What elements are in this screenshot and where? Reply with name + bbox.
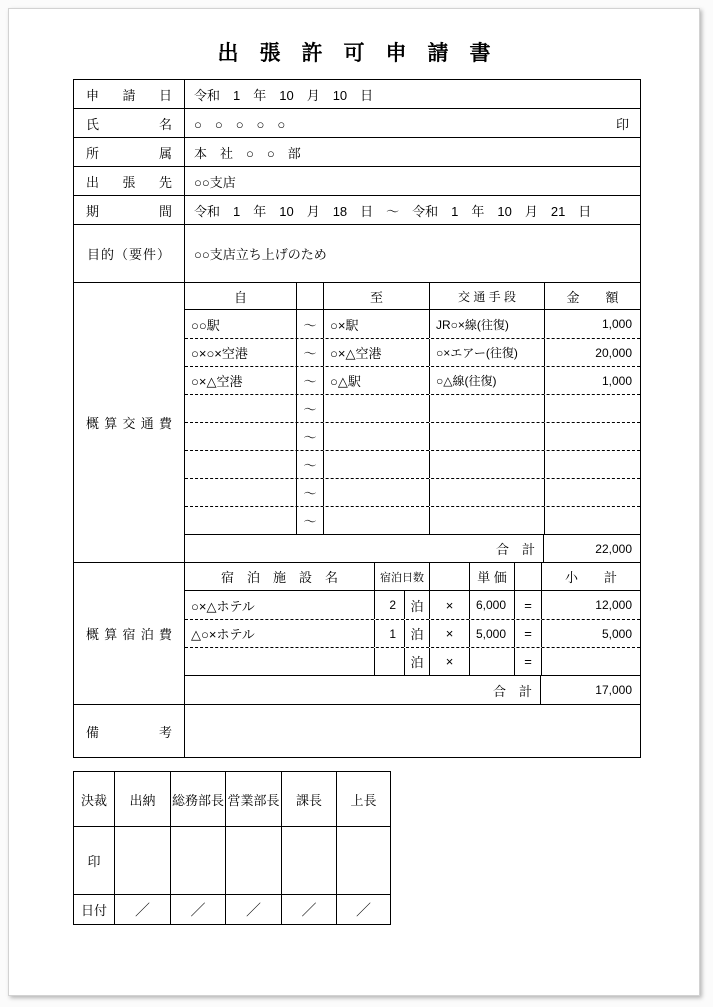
row-application-date xyxy=(74,80,640,109)
approval-date-cell: ／ xyxy=(115,895,171,924)
lodging-total-label: 合 計 xyxy=(185,676,541,704)
transport-header-means: 交 通 手 段 xyxy=(430,283,545,309)
approval-date-cell: ／ xyxy=(226,895,282,924)
transport-row xyxy=(185,338,640,366)
label-application-date: 申 請 日 xyxy=(74,80,185,108)
lodging-header-times xyxy=(430,563,470,590)
name-circles: ○ ○ ○ ○ ○ xyxy=(194,116,286,132)
haku-label: 泊 xyxy=(405,648,430,675)
lodging-header-subtotal: 小 計 xyxy=(564,570,617,585)
transport-amount: 1,000 xyxy=(601,373,632,388)
transport-to xyxy=(324,479,430,506)
label-transport-section: 概 算 交 通 費 xyxy=(74,283,185,562)
lodging-header-eq xyxy=(515,563,542,590)
lodging-unit-price: 6,000 xyxy=(470,591,515,619)
document-title: 出 張 許 可 申 請 書 xyxy=(217,42,491,65)
lodging-section xyxy=(74,563,640,705)
lodging-subtotal: 5,000 xyxy=(601,626,632,641)
transport-row xyxy=(185,310,640,338)
lodging-total-amount: 17,000 xyxy=(595,683,632,697)
approval-header-somu-bucho: 総務部長 xyxy=(171,772,226,826)
transport-to xyxy=(324,395,430,422)
transport-to xyxy=(324,423,430,450)
transport-header-to: 至 xyxy=(324,283,430,309)
value-remarks xyxy=(185,705,640,757)
approval-seal-label: 印 xyxy=(74,827,115,894)
transport-header-tilde xyxy=(297,283,324,309)
transport-from xyxy=(185,451,297,478)
transport-means xyxy=(430,479,545,506)
transport-row xyxy=(185,366,640,394)
lodging-name: ○×△ホテル xyxy=(185,591,375,619)
transport-total-amount: 22,000 xyxy=(595,541,632,556)
tilde-mark: ～ xyxy=(297,395,324,422)
transport-header-amount: 金 額 xyxy=(566,289,619,305)
approval-seal-cell xyxy=(171,827,226,894)
approval-table xyxy=(73,771,391,925)
multiply-sign: × xyxy=(430,620,470,647)
approval-date-cell: ／ xyxy=(355,902,371,919)
transport-means xyxy=(430,423,545,450)
value-name xyxy=(185,109,640,137)
transport-row xyxy=(185,422,640,450)
lodging-unit-price xyxy=(470,648,515,675)
approval-header-suito: 出納 xyxy=(115,772,171,826)
approval-seal-cell xyxy=(282,827,337,894)
lodging-nights: 1 xyxy=(375,620,405,647)
transport-from xyxy=(185,507,297,534)
lodging-header-nights: 宿泊日数 xyxy=(375,563,430,590)
value-department: 本 社 ○ ○ 部 xyxy=(194,145,301,161)
approval-header-jocho: 上長 xyxy=(350,792,377,808)
approval-seal-cell xyxy=(115,827,171,894)
tilde-mark: ～ xyxy=(297,310,324,338)
lodging-unit-price: 5,000 xyxy=(470,620,515,647)
haku-label: 泊 xyxy=(405,591,430,619)
approval-header-kacho: 課長 xyxy=(282,772,337,826)
transport-from xyxy=(185,395,297,422)
transport-from: ○×○×空港 xyxy=(185,339,297,366)
transport-row xyxy=(185,450,640,478)
transport-means: ○△線(往復) xyxy=(430,367,545,394)
approval-date-row xyxy=(74,895,390,924)
tilde-mark: ～ xyxy=(297,451,324,478)
transport-from xyxy=(185,423,297,450)
transport-amount xyxy=(545,507,640,534)
transport-total-row xyxy=(185,534,640,562)
lodging-row xyxy=(185,647,640,675)
application-form xyxy=(73,79,641,758)
value-purpose: ○○支店立ち上げのため xyxy=(194,247,327,262)
label-purpose: 目的（要件） xyxy=(74,225,185,282)
lodging-name: △○×ホテル xyxy=(185,620,375,647)
equals-sign: = xyxy=(515,620,542,647)
value-period: 令和 1 年 10 月 18 日 ～ 令和 1 年 10 月 21 日 xyxy=(194,203,592,219)
row-period xyxy=(74,196,640,225)
transport-amount xyxy=(545,395,640,422)
approval-date-cell: ／ xyxy=(171,895,226,924)
approval-corner-label: 決裁 xyxy=(74,772,115,826)
transport-means xyxy=(430,507,545,534)
label-lodging-section: 概 算 宿 泊 費 xyxy=(74,563,185,704)
transport-amount xyxy=(545,423,640,450)
transport-amount xyxy=(545,479,640,506)
document-page xyxy=(8,8,700,996)
transport-amount: 1,000 xyxy=(601,317,632,331)
approval-seal-cell xyxy=(226,827,282,894)
multiply-sign: × xyxy=(430,648,470,675)
lodging-header-name: 宿 泊 施 設 名 xyxy=(185,563,375,590)
transport-means: ○×エアー(往復) xyxy=(430,339,545,366)
tilde-mark: ～ xyxy=(297,339,324,366)
transport-table xyxy=(185,283,640,562)
lodging-table xyxy=(185,563,640,704)
transport-total-label: 合 計 xyxy=(185,535,544,562)
tilde-mark: ～ xyxy=(297,423,324,450)
tilde-mark: ～ xyxy=(297,367,324,394)
approval-header-row xyxy=(74,772,390,827)
transport-to: ○×駅 xyxy=(324,310,430,338)
value-application-date: 令和 1 年 10 月 10 日 xyxy=(194,87,374,103)
lodging-total-row xyxy=(185,675,640,704)
lodging-header-row xyxy=(185,563,640,591)
transport-to: ○×△空港 xyxy=(324,339,430,366)
equals-sign: = xyxy=(515,648,542,675)
transport-amount: 20,000 xyxy=(595,345,632,360)
approval-seal-cell xyxy=(337,827,390,894)
approval-date-label: 日付 xyxy=(74,895,115,924)
tilde-mark: ～ xyxy=(297,507,324,534)
transport-from: ○×△空港 xyxy=(185,367,297,394)
transport-row xyxy=(185,394,640,422)
transport-from: ○○駅 xyxy=(185,310,297,338)
row-department xyxy=(74,138,640,167)
label-name: 氏 名 xyxy=(74,109,185,137)
transport-to xyxy=(324,507,430,534)
row-remarks xyxy=(74,705,640,757)
transport-to xyxy=(324,451,430,478)
transport-row xyxy=(185,506,640,534)
row-destination xyxy=(74,167,640,196)
lodging-subtotal xyxy=(542,648,640,675)
label-destination: 出 張 先 xyxy=(74,167,185,195)
transport-means xyxy=(430,451,545,478)
label-department: 所 属 xyxy=(74,138,185,166)
transport-header-row xyxy=(185,283,640,310)
seal-mark: 印 xyxy=(615,116,629,132)
lodging-row xyxy=(185,591,640,619)
tilde-mark: ～ xyxy=(297,479,324,506)
row-purpose xyxy=(74,225,640,283)
lodging-nights: 2 xyxy=(375,591,405,619)
transport-means: JR○×線(往復) xyxy=(430,310,545,338)
multiply-sign: × xyxy=(430,591,470,619)
transport-amount xyxy=(545,451,640,478)
transport-section xyxy=(74,283,640,563)
approval-date-cell: ／ xyxy=(282,895,337,924)
haku-label: 泊 xyxy=(405,620,430,647)
label-remarks: 備 考 xyxy=(74,705,185,757)
lodging-name xyxy=(185,648,375,675)
transport-to: ○△駅 xyxy=(324,367,430,394)
lodging-header-unit: 単 価 xyxy=(470,563,515,590)
transport-from xyxy=(185,479,297,506)
lodging-nights xyxy=(375,648,405,675)
value-destination: ○○支店 xyxy=(194,174,236,190)
lodging-row xyxy=(185,619,640,647)
transport-row xyxy=(185,478,640,506)
transport-means xyxy=(430,395,545,422)
equals-sign: = xyxy=(515,591,542,619)
transport-header-from: 自 xyxy=(185,283,297,309)
lodging-subtotal: 12,000 xyxy=(595,598,632,612)
approval-header-eigyo-bucho: 営業部長 xyxy=(226,772,282,826)
approval-seal-row xyxy=(74,827,390,895)
label-period: 期 間 xyxy=(74,196,185,224)
row-name xyxy=(74,109,640,138)
